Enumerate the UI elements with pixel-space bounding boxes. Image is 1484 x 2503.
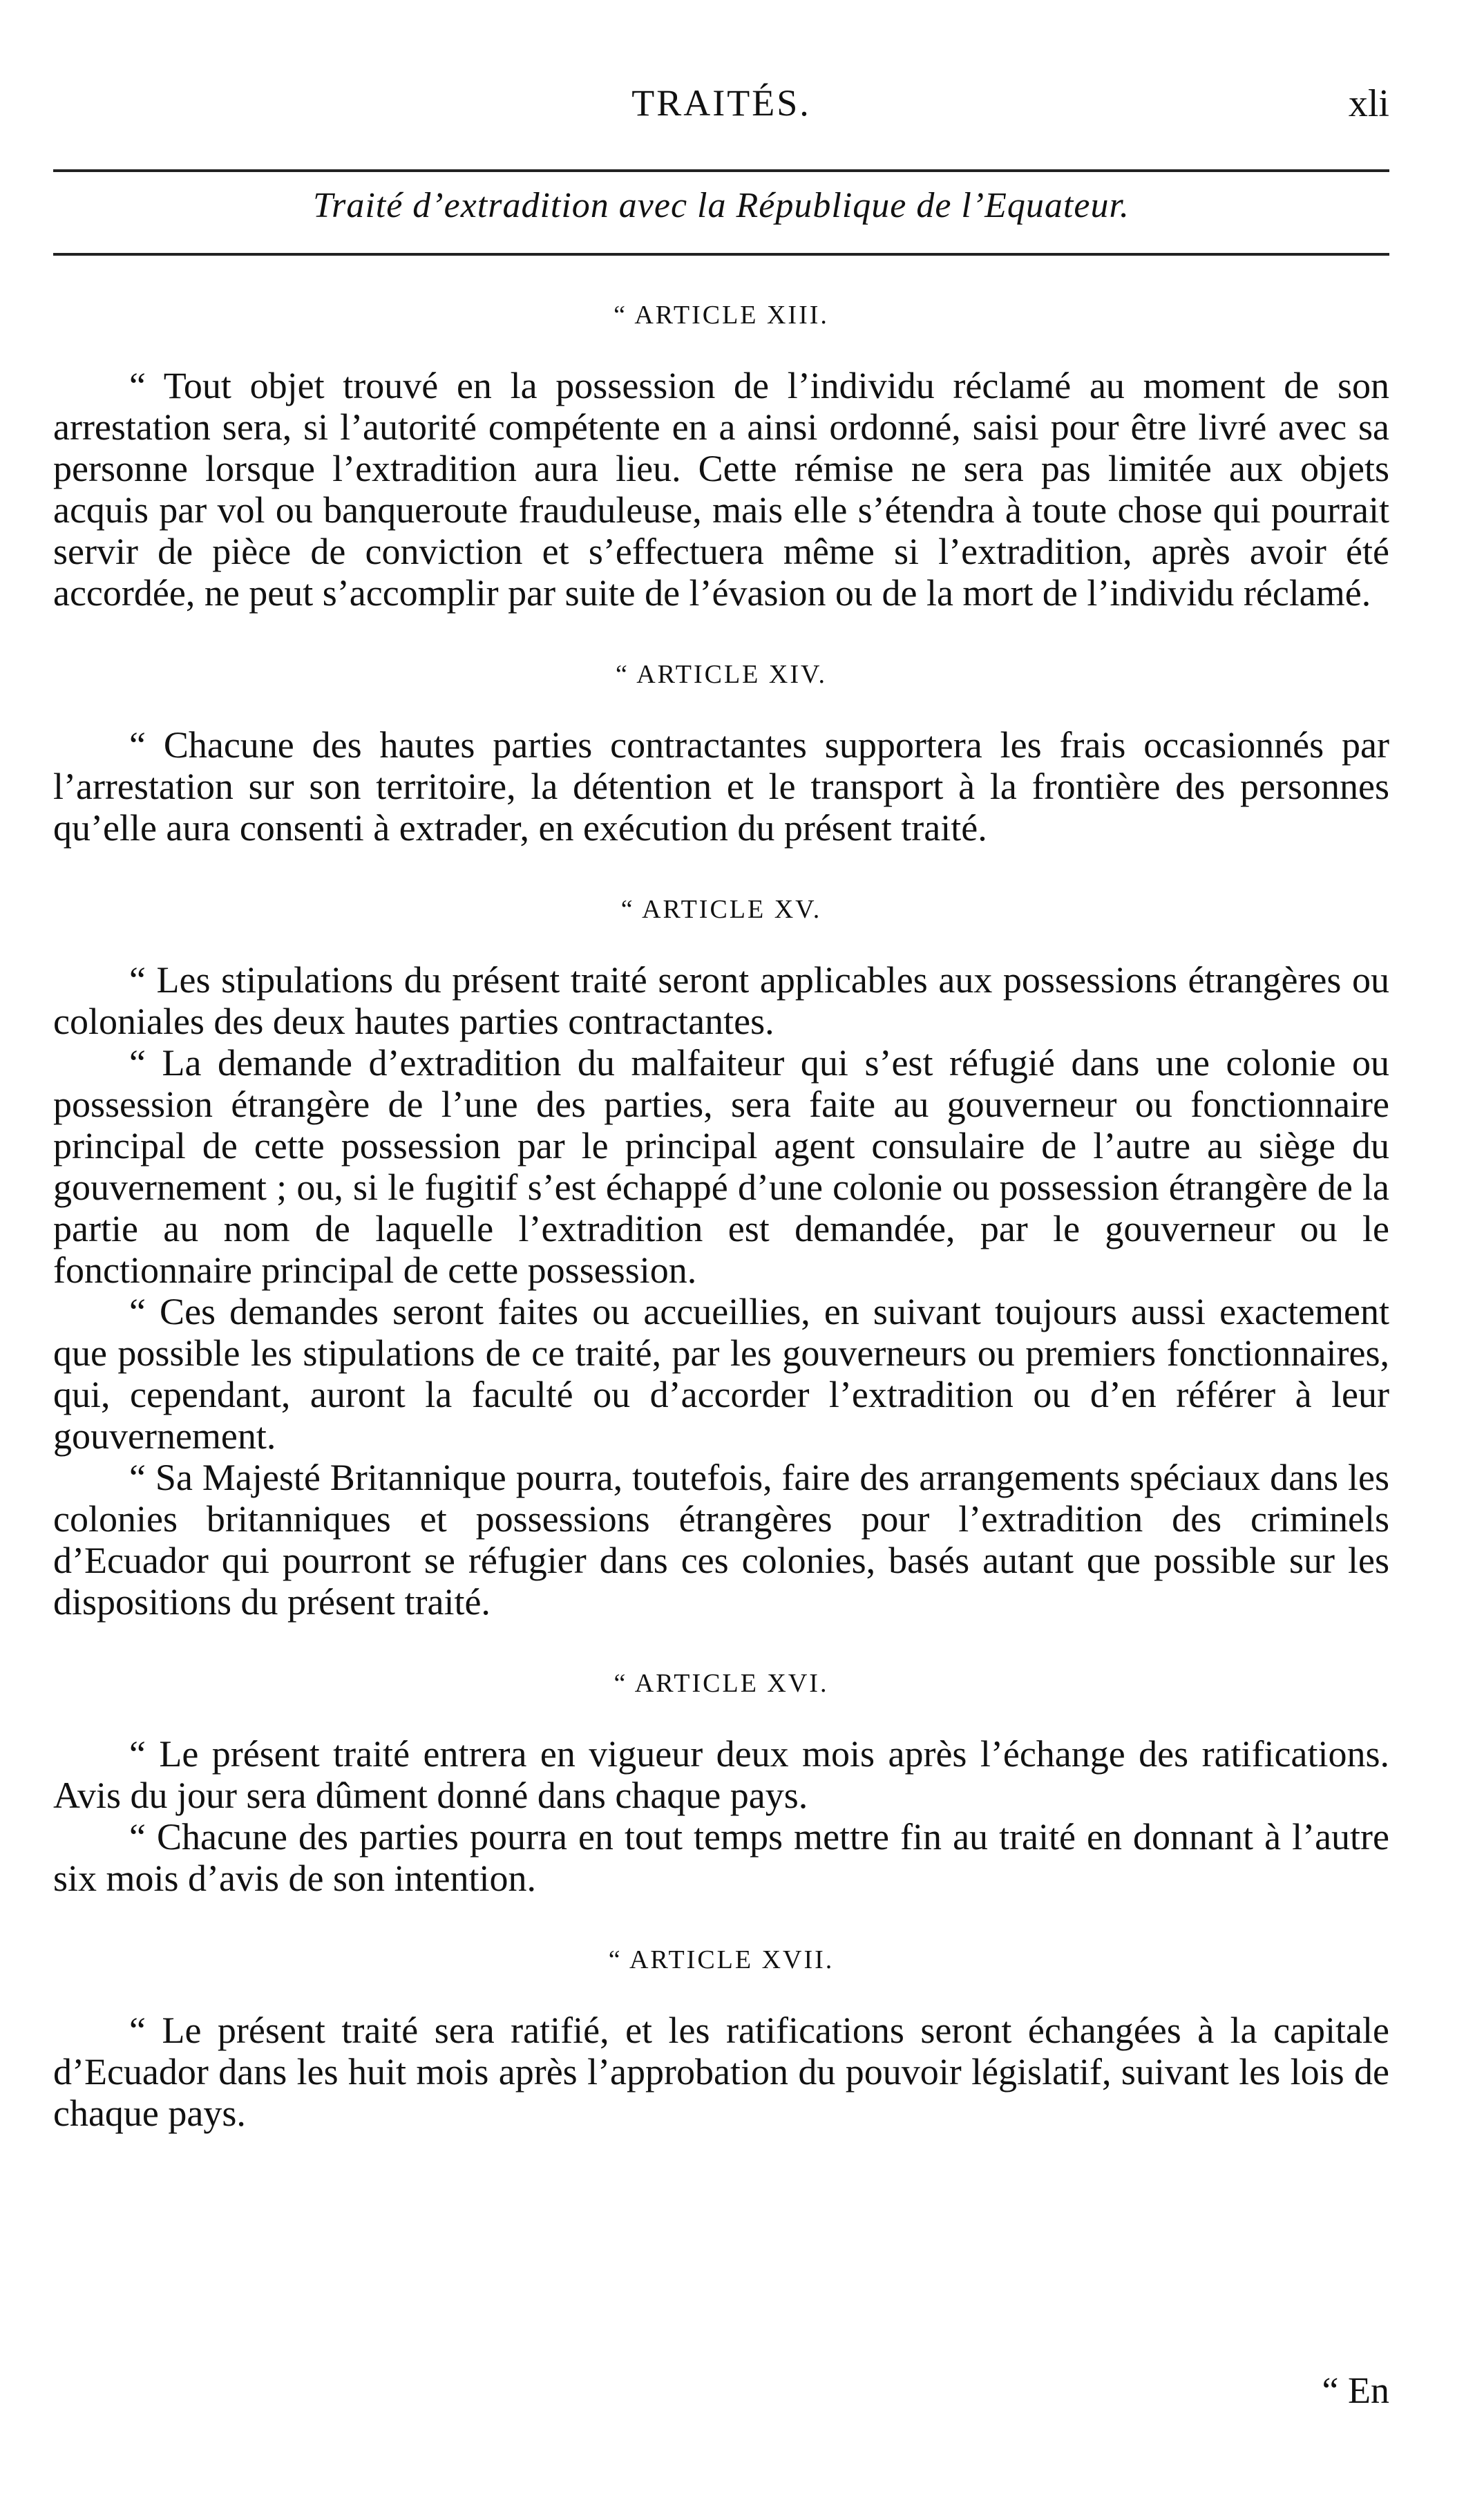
bottom-rule bbox=[53, 253, 1389, 256]
catchword: “ En bbox=[1322, 2370, 1389, 2411]
paragraph: “ Ces demandes seront faites ou accueillies, en suivant toujours aussi exactement que possible les stipulations de ce traité, par les gouverneurs ou premiers fonctionnaires, qui, cependant, auront la faculté ou d’accorder l’extradition ou d’en référer à leur gouvernement. bbox=[53, 1291, 1389, 1457]
article-heading: “ ARTICLE XVII. bbox=[608, 1945, 835, 1974]
article-xv bbox=[53, 894, 1389, 1623]
paragraph: “ Les stipulations du présent traité seront applicables aux possessions étrangères ou coloniales des deux hautes parties contractantes. bbox=[53, 959, 1389, 1042]
article-heading: “ ARTICLE XIII. bbox=[613, 301, 829, 330]
article-heading: “ ARTICLE XVI. bbox=[613, 1669, 829, 1698]
article-xiii bbox=[53, 300, 1389, 614]
top-rule bbox=[53, 169, 1389, 172]
article-heading: “ ARTICLE XIV. bbox=[615, 660, 828, 689]
paragraph: “ Le présent traité entrera en vigueur deux mois après l’échange des ratifications. Avis du jour sera dûment donné dans chaque pays. bbox=[53, 1733, 1389, 1816]
article-xvii bbox=[53, 1945, 1389, 2134]
paragraph: “ Chacune des hautes parties contractantes supportera les frais occasionnés par l’arrestation sur son territoire, la détention et le transport à la frontière des personnes qu’elle aura consenti à extrader, en exécution du présent traité. bbox=[53, 724, 1389, 849]
paragraph: “ Le présent traité sera ratifié, et les ratifications seront échangées à la capitale d’Ecuador dans les huit mois après l’approbation du pouvoir législatif, suivant les lois de chaque pays. bbox=[53, 2010, 1389, 2134]
running-title: TRAITÉS. bbox=[631, 82, 811, 124]
page bbox=[53, 0, 1389, 2503]
article-heading: “ ARTICLE XV. bbox=[620, 895, 822, 924]
paragraph: “ Sa Majesté Britannique pourra, toutefois, faire des arrangements spéciaux dans les colonies britanniques et possessions étrangères pour l’extradition des criminels d’Ecuador qui pourront se réfugier dans ces colonies, basés autant que possible sur les dispositions du présent traité. bbox=[53, 1457, 1389, 1623]
page-number: xli bbox=[1348, 82, 1389, 125]
article-xvi bbox=[53, 1668, 1389, 1899]
paragraph: “ Chacune des parties pourra en tout temps mettre fin au traité en donnant à l’autre six mois d’avis de son intention. bbox=[53, 1816, 1389, 1899]
paragraph: “ Tout objet trouvé en la possession de l’individu réclamé au moment de son arrestation sera, si l’autorité compétente en a ainsi ordonné, saisi pour être livré avec sa personne lorsque l’extradition aura lieu. Cette rémise ne sera pas limitée aux objets acquis par vol ou banqueroute frauduleuse, mais elle s’étendra à toute chose qui pourrait servir de pièce de conviction et s’effectuera même si l’extradition, après avoir été accordée, ne peut s’accomplir par suite de l’évasion ou de la mort de l’individu réclamé. bbox=[53, 365, 1389, 614]
treaty-subtitle: Traité d’extradition avec la République de l’Equateur. bbox=[313, 186, 1130, 225]
page-header bbox=[53, 82, 1389, 137]
article-xiv bbox=[53, 659, 1389, 849]
paragraph: “ La demande d’extradition du malfaiteur qui s’est réfugié dans une colonie ou possession étrangère de l’une des parties, sera faite au gouverneur ou fonctionnaire principal de cette possession par le principal agent consulaire de l’autre au siège du gouvernement ; ou, si le fugitif s’est échappé d’une colonie ou possession étrangère de la partie au nom de laquelle l’extradition est demandée, par le gouverneur ou le fonctionnaire principal de cette possession. bbox=[53, 1042, 1389, 1291]
page-body bbox=[53, 289, 1389, 2180]
